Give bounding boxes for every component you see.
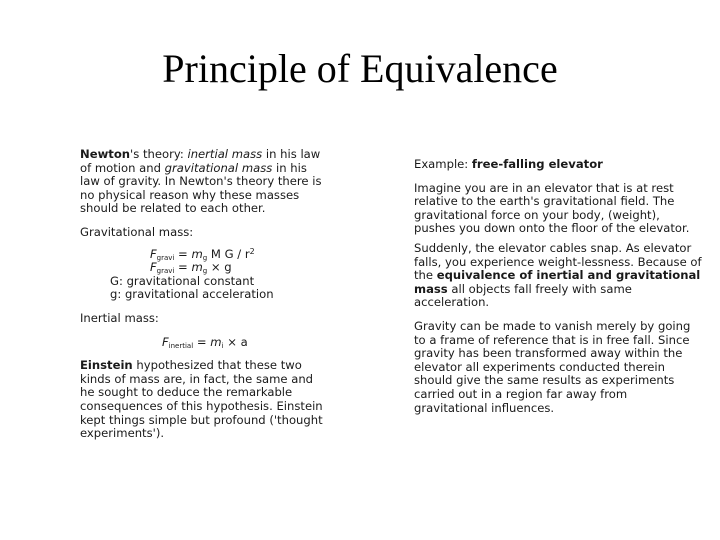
left-column bbox=[80, 148, 330, 441]
right-column bbox=[414, 158, 704, 415]
elevator-paragraph-1: Imagine you are in an elevator that is at rest relative to the earth's gravitational field. The gravitational force on your body, (weight), pushes you down onto the floor of the elevator. bbox=[414, 180, 690, 236]
inertial-mass-term: inertial mass bbox=[187, 147, 263, 161]
gravitational-definitions bbox=[110, 275, 330, 302]
def-big-g: G: gravitational constant bbox=[110, 273, 255, 288]
einstein-name: Einstein bbox=[80, 358, 133, 373]
elevator-paragraph-2: Suddenly, the elevator cables snap. As elevator falls, you experience weight-lessness. Because of the equivalence of inertial and gravitational mass all objects fall freely with same acceleration. bbox=[414, 240, 702, 310]
gravitational-mass-heading: Gravitational mass: bbox=[80, 224, 194, 239]
equivalence-term: equivalence of inertial and gravitational mass bbox=[414, 268, 701, 296]
newton-name: Newton bbox=[80, 147, 131, 161]
gravitational-formulas bbox=[150, 248, 330, 275]
newton-text-3: in his law of gravity. In Newton's theory there is no physical reason why these masses should be related to each other. bbox=[80, 160, 322, 216]
inertial-mass-heading: Inertial mass: bbox=[80, 310, 159, 325]
grav-formula-1: $F_{gravi} = m_g$ M G / $r^2$ bbox=[150, 246, 255, 262]
newton-text-2: in his law of motion and bbox=[80, 147, 321, 175]
einstein-paragraph bbox=[80, 359, 330, 441]
gravitational-mass-term: gravitational mass bbox=[164, 160, 273, 175]
def-small-g: g: gravitational acceleration bbox=[110, 287, 274, 302]
newton-text-1: 's theory: bbox=[130, 147, 188, 161]
example-heading: Example: free-falling elevator bbox=[414, 157, 603, 171]
grav-formula-2: $F_{gravi} = m_g \times g$ bbox=[150, 260, 232, 276]
slide-title: Principle of Equivalence bbox=[162, 46, 558, 91]
inertial-formula: $F_{inertial} = m_i \times a$ bbox=[162, 334, 248, 350]
newton-paragraph bbox=[80, 148, 330, 216]
elevator-paragraph-3: Gravity can be made to vanish merely by going to a frame of reference that is in free fall. Since gravity has been transformed away within the elevator all experiments conducted therein should give the same results as experiments carried out in a region far away from gravitational influences. bbox=[414, 318, 691, 415]
einstein-text: hypothesized that these two kinds of mass are, in fact, the same and he sought to deduce the remarkable consequences of this hypothesis. Einstein kept things simple but profound ('thought experiments'). bbox=[80, 358, 323, 441]
